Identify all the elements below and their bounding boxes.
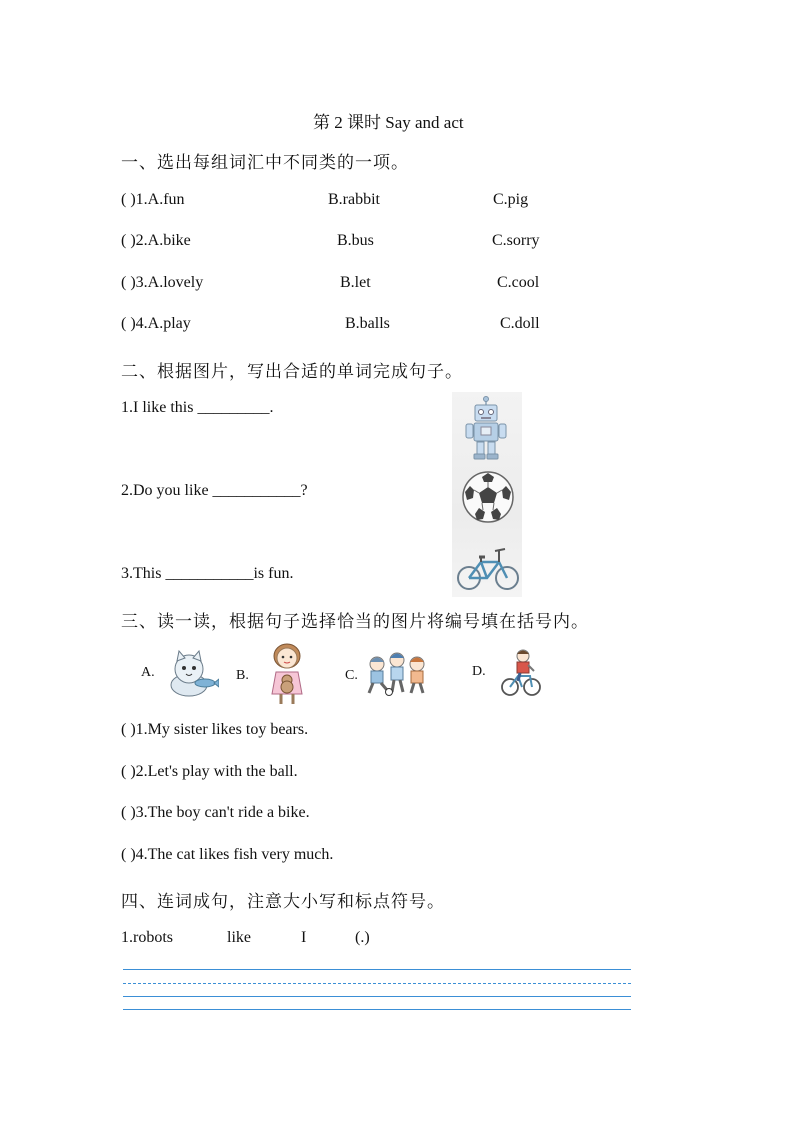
word-1: 1.robots [121, 929, 173, 946]
question-4-option-c: C.doll [500, 315, 540, 332]
question-2-option-b: B.bus [337, 232, 374, 249]
option-d-label: D. [472, 664, 486, 679]
section-3-heading: 三、读一读，根据句子选择恰当的图片将编号填在括号内。 [121, 612, 589, 631]
section-2-heading: 二、根据图片，写出合适的单词完成句子。 [121, 362, 463, 381]
word-4: (.) [355, 929, 370, 946]
children-playing-ball-icon [363, 648, 431, 696]
page-title: 第 2 课时 Say and act [313, 113, 464, 132]
fill-sentence-2: 2.Do you like ___________? [121, 482, 308, 499]
question-2-option-a: ( )2.A.bike [121, 232, 191, 249]
question-1-option-b: B.rabbit [328, 191, 380, 208]
bicycle-icon [455, 545, 521, 593]
match-sentence-2: ( )2.Let's play with the ball. [121, 763, 298, 780]
boy-riding-bike-icon [501, 648, 541, 698]
girl-with-teddy-bear-icon [266, 642, 308, 708]
question-2-option-c: C.sorry [492, 232, 540, 249]
writing-line-bottom [123, 1009, 631, 1010]
section-4-heading: 四、连词成句，注意大小写和标点符号。 [121, 892, 445, 911]
fill-sentence-3: 3.This ___________is fun. [121, 565, 294, 582]
option-c-label: C. [345, 668, 358, 683]
question-1-option-c: C.pig [493, 191, 529, 208]
word-3: I [301, 929, 307, 946]
football-icon [461, 470, 515, 524]
robot-icon [460, 396, 512, 462]
writing-line-top [123, 969, 631, 970]
question-3-option-c: C.cool [497, 274, 540, 291]
question-3-option-a: ( )3.A.lovely [121, 274, 204, 291]
match-sentence-1: ( )1.My sister likes toy bears. [121, 721, 309, 738]
option-a-label: A. [141, 665, 155, 680]
writing-line-middle [123, 996, 631, 997]
section-1-heading: 一、选出每组词汇中不同类的一项。 [121, 153, 409, 172]
match-sentence-4: ( )4.The cat likes fish very much. [121, 846, 334, 863]
question-4-option-b: B.balls [345, 315, 390, 332]
word-2: like [227, 929, 251, 946]
match-sentence-3: ( )3.The boy can't ride a bike. [121, 804, 310, 821]
writing-line-dashed [123, 983, 631, 984]
cat-with-fish-icon [163, 649, 219, 699]
option-b-label: B. [236, 668, 249, 683]
question-1-option-a: ( )1.A.fun [121, 191, 185, 208]
fill-sentence-1: 1.I like this _________. [121, 399, 274, 416]
question-3-option-b: B.let [340, 274, 371, 291]
question-4-option-a: ( )4.A.play [121, 315, 191, 332]
